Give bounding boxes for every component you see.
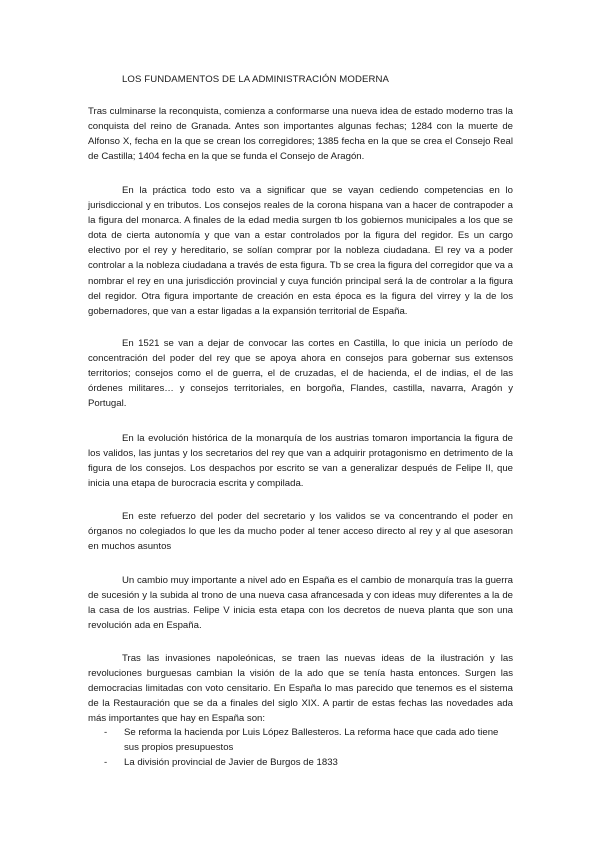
paragraph-2: En la práctica todo esto va a significar que se vayan cediendo competencias en lo jurisdiccional y en tributos. Los consejos reales de la corona hispana van a hacer de contrapoder a la figura del monarca. A finales de la edad media surgen tb los gobiernos municipales a los que se dota de cierta autonomía y que van a estar controlados por la figura del regidor. Es un cargo electivo por el rey y hereditario, se solían comprar por la nobleza ciudadana. El rey va a poder controlar a la nobleza ciudadana a través de esta figura. Tb se crea la figura del corregidor que va a nombrar el rey en una jurisdicción provincial y cuya función principal será la de controlar a la figura del regidor. Otra figura importante de creación en esta época es la figura del virrey y la de los gobernadores, que van a estar ligadas a la expansión territorial de España.: [88, 185, 513, 317]
list-item: [104, 755, 514, 770]
list-item: [104, 725, 514, 755]
paragraph-6: Un cambio muy importante a nivel ado en España es el cambio de monarquía tras la guerra de sucesión y la subida al trono de una nueva casa afrancesada y con ideas muy diferentes a la de la casa de los austrias. Felipe V inicia esta etapa con los decretos de nueva planta que son una revolución ada en España.: [88, 575, 513, 632]
paragraph-4: En la evolución histórica de la monarquía de los austrias tomaron importancia la figura de los validos, las juntas y los secretarios del rey que van a adquirir protagonismo en detrimento de la figura de los consejos. Los despachos por escrito se van a generalizar después de Felipe II, que inicia una etapa de burocracia escrita y compilada.: [88, 433, 513, 490]
paragraph-5: En este refuerzo del poder del secretario y los validos se va concentrando el poder en órganos no colegiados lo que les da mucho poder al tener acceso directo al rey y al que asesoran en muchos asuntos: [88, 511, 513, 553]
paragraph-7: Tras las invasiones napoleónicas, se traen las nuevas ideas de la ilustración y las revoluciones burguesas cambian la visión de la ado que se tenía hasta entonces. Surgen las democracias limitadas con voto censitario. En España lo mas parecido que tenemos es el sistema de la Restauración que se da a finales del siglo XIX. A partir de estas fechas las novedades ada más importantes que hay en España son:: [88, 653, 513, 725]
reform-list: [104, 725, 514, 770]
document-title: LOS FUNDAMENTOS DE LA ADMINISTRACIÓN MODERNA: [122, 74, 390, 85]
list-item-text: La división provincial de Javier de Burgos de 1833: [124, 757, 338, 769]
list-item-text: Se reforma la hacienda por Luis López Ballesteros. La reforma hace que cada ado tiene sus propios presupuestos: [124, 727, 499, 754]
list-marker: -: [104, 757, 108, 769]
list-marker: -: [104, 727, 108, 738]
paragraph-1: Tras culminarse la reconquista, comienza a conformarse una nueva idea de estado moderno tras la conquista del reino de Granada. Antes son importantes algunas fechas; 1284 con la muerte de Alfonso X, fecha en la que se crean los corregidores; 1385 fecha en la que se crea el Consejo Real de Castilla; 1404 fecha en la que se funda el Consejo de Aragón.: [88, 106, 513, 163]
paragraph-3: En 1521 se van a dejar de convocar las cortes en Castilla, lo que inicia un período de concentración del poder del rey que se apoya ahora en consejos para gobernar sus extensos territorios; consejos como el de guerra, el de cruzadas, el de hacienda, el de indias, el de las órdenes militares… y consejos territoriales, en borgoña, Flandes, castilla, navarra, Aragón y Portugal.: [88, 338, 513, 410]
